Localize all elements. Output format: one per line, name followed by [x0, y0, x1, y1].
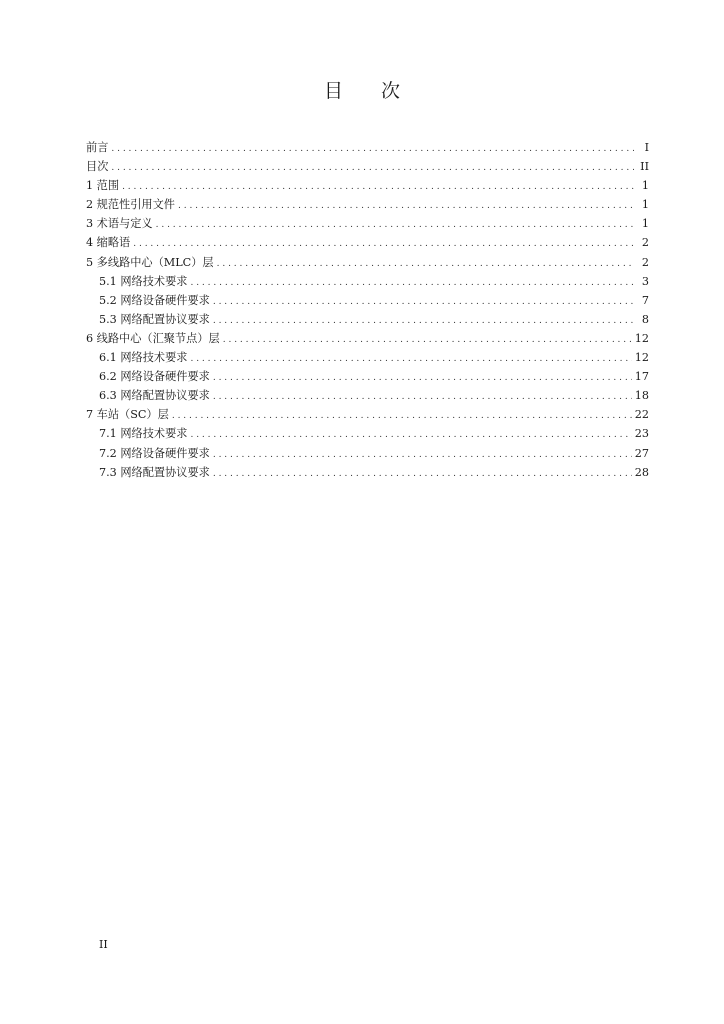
toc-entry[interactable] [86, 424, 649, 443]
toc-entry-label: 5.1 网络技术要求 [99, 274, 188, 288]
toc-entry[interactable] [86, 195, 649, 214]
toc-entry[interactable] [86, 329, 649, 348]
toc-entry[interactable] [86, 386, 649, 405]
toc-entry-label: 6.2 网络设备硬件要求 [99, 370, 210, 384]
toc-dot-leader [111, 157, 634, 178]
toc-dot-leader [213, 291, 634, 312]
toc-dot-leader [133, 233, 634, 254]
toc-entry-label: 7.1 网络技术要求 [99, 427, 188, 441]
toc-entry-page: 17 [634, 370, 649, 384]
toc-entry[interactable] [86, 157, 649, 176]
toc-entry[interactable] [86, 367, 649, 386]
toc-entry-label: 6.1 网络技术要求 [99, 351, 188, 365]
toc-entry-label: 5.3 网络配置协议要求 [99, 312, 210, 326]
toc-entry[interactable] [86, 176, 649, 195]
toc-entry-label: 7 车站（SC）层 [86, 408, 169, 422]
title-char-1: 目 [323, 80, 343, 102]
toc-entry-label: 4 缩略语 [86, 236, 131, 250]
toc-entry-page: 23 [634, 427, 649, 441]
toc-dot-leader [178, 195, 634, 216]
toc-entry-page: 18 [634, 389, 649, 403]
toc-entry-page: 2 [641, 236, 649, 250]
toc-entry-label: 7.3 网络配置协议要求 [99, 465, 210, 479]
toc-entry-label: 3 术语与定义 [86, 217, 153, 231]
toc-entry-page: I [644, 141, 649, 154]
toc-dot-leader [213, 444, 632, 465]
toc-entry-label: 前言 [86, 141, 109, 154]
toc-entry-page: 1 [641, 179, 649, 193]
toc-dot-leader [172, 405, 632, 426]
toc-entry[interactable] [86, 405, 649, 424]
toc-dot-leader [122, 176, 634, 197]
footer-page-number: II [99, 938, 108, 951]
toc-entry-page: 7 [641, 293, 649, 307]
toc-entry-page: 1 [641, 217, 649, 231]
toc-dot-leader [213, 386, 632, 407]
title-char-2: 次 [381, 80, 401, 102]
toc-entry-label: 目次 [86, 160, 109, 174]
toc-entry[interactable] [86, 291, 649, 310]
toc-entry[interactable] [86, 463, 649, 482]
toc-entry-label: 6.3 网络配置协议要求 [99, 389, 210, 403]
toc-entry[interactable] [86, 310, 649, 329]
toc-entry[interactable] [86, 444, 649, 463]
toc-dot-leader [223, 329, 632, 350]
toc-entry-label: 5.2 网络设备硬件要求 [99, 293, 210, 307]
toc-entry-label: 5 多线路中心（MLC）层 [86, 255, 214, 269]
toc-entry-page: 22 [634, 408, 649, 422]
toc-dot-leader [213, 463, 632, 484]
toc-entry-page: 1 [641, 198, 649, 212]
table-of-contents [86, 138, 649, 482]
toc-dot-leader [190, 348, 631, 369]
toc-entry-page: 2 [641, 255, 649, 269]
toc-entry[interactable] [86, 233, 649, 252]
toc-entry-label: 1 范围 [86, 179, 120, 193]
toc-dot-leader [156, 214, 634, 235]
toc-entry-page: 3 [641, 274, 649, 288]
toc-entry-label: 7.2 网络设备硬件要求 [99, 446, 210, 460]
toc-entry[interactable] [86, 214, 649, 233]
toc-entry-page: 28 [634, 465, 649, 479]
toc-entry[interactable] [86, 138, 649, 157]
toc-dot-leader [111, 138, 634, 159]
toc-entry-page: 27 [634, 446, 649, 460]
toc-entry-page: II [640, 160, 649, 174]
toc-entry-page: 8 [641, 312, 649, 326]
page-title [0, 76, 724, 103]
toc-dot-leader [213, 310, 634, 331]
toc-entry[interactable] [86, 253, 649, 272]
toc-dot-leader [217, 253, 634, 274]
toc-dot-leader [190, 272, 634, 293]
toc-dot-leader [213, 367, 632, 388]
toc-entry[interactable] [86, 272, 649, 291]
toc-entry[interactable] [86, 348, 649, 367]
toc-entry-page: 12 [634, 331, 649, 345]
toc-entry-label: 2 规范性引用文件 [86, 198, 175, 212]
toc-entry-label: 6 线路中心（汇聚节点）层 [86, 331, 220, 345]
toc-dot-leader [190, 424, 631, 445]
toc-entry-page: 12 [634, 351, 649, 365]
